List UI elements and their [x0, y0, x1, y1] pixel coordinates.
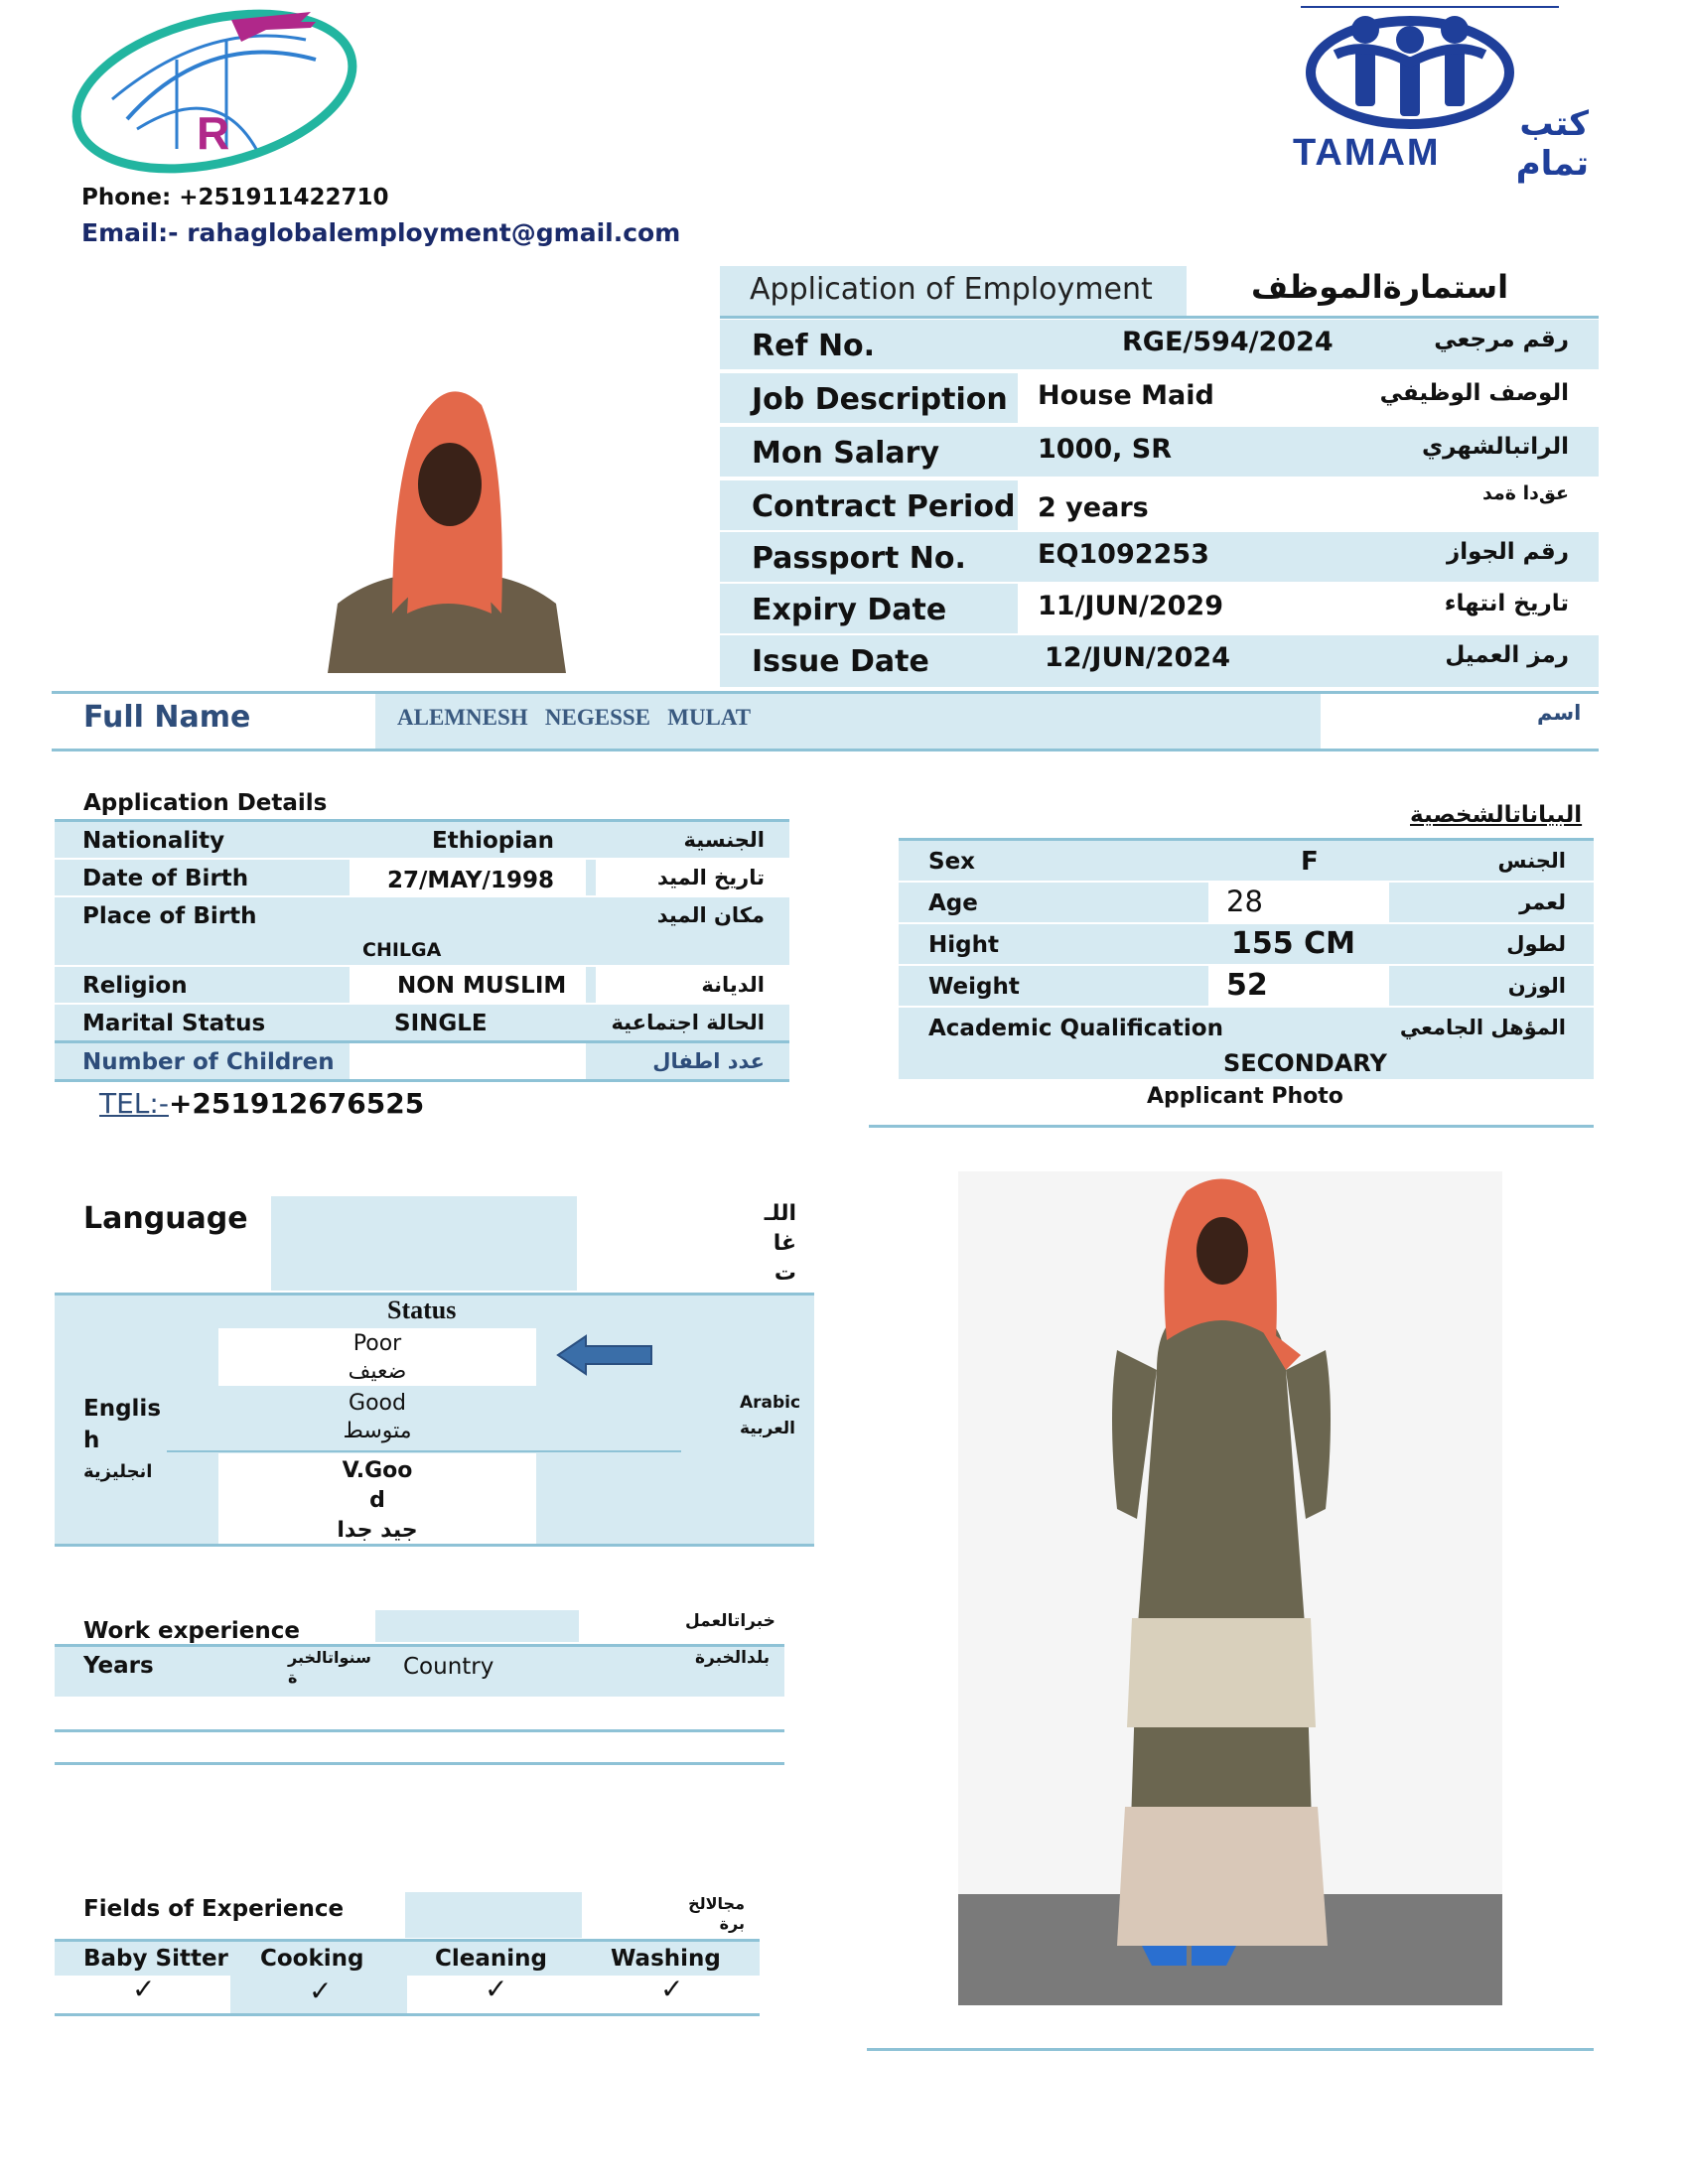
job-description-label: Job Description: [752, 382, 1008, 417]
divider: [55, 1079, 789, 1082]
work-experience-title: Work experience: [83, 1618, 300, 1644]
divider: [52, 749, 1599, 751]
language-title: Language: [83, 1201, 248, 1236]
issue-date-ar: رمز العميل: [1445, 642, 1569, 668]
row-issue-date: [720, 635, 1599, 687]
row-contract-period: [720, 480, 1599, 530]
level-poor: Poor ضعيف: [348, 1331, 407, 1384]
row-passport-no: [720, 532, 1599, 582]
country-ar: بلدالخبرة: [695, 1648, 771, 1668]
arabic-label: Arabic العربية: [740, 1393, 801, 1438]
height-value: 155 CM: [1231, 926, 1355, 961]
pob-ar: مكان الميد: [656, 903, 765, 927]
passport-no-label: Passport No.: [752, 541, 966, 576]
row-children: [55, 1043, 789, 1079]
row-academic: [899, 1008, 1594, 1079]
academic-value: SECONDARY: [1223, 1049, 1387, 1077]
divider: [869, 1125, 1594, 1128]
dob-ar: تاريخ الميد: [656, 866, 765, 889]
weight-label: Weight: [928, 974, 1020, 1000]
fields-title: Fields of Experience: [83, 1896, 345, 1922]
age-label: Age: [928, 890, 978, 916]
field-cleaning: Cleaning: [435, 1946, 547, 1972]
religion-value: NON MUSLIM: [397, 973, 567, 999]
fields-header-band: [405, 1892, 582, 1938]
personal-title: البياناتالشخصية: [1410, 802, 1583, 828]
pob-value: CHILGA: [362, 939, 442, 961]
check-icon: ✓: [660, 1973, 684, 2005]
full-name-value: ALEMNESH NEGESSE MULAT: [397, 705, 752, 730]
job-description-value: House Maid: [1038, 380, 1214, 411]
issue-date-value: 12/JUN/2024: [1045, 642, 1231, 673]
raha-logo: [68, 0, 365, 179]
ref-no-label: Ref No.: [752, 329, 876, 363]
row-salary: [720, 427, 1599, 477]
work-header-band: [375, 1610, 579, 1642]
tamam-logo-text: TAMAM: [1293, 132, 1441, 174]
phone-text: Phone: +251911422710: [81, 185, 389, 210]
divider: [867, 2048, 1594, 2051]
check-icon: ✓: [132, 1973, 156, 2005]
application-details-title: Application Details: [83, 790, 328, 816]
weight-ar: الوزن: [1507, 974, 1566, 998]
contract-period-value: 2 years: [1038, 492, 1149, 523]
divider: [55, 2013, 760, 2016]
svg-text:R: R: [197, 107, 230, 159]
field-washing: Washing: [611, 1946, 721, 1972]
expiry-date-ar: تاريخ انتهاء: [1444, 591, 1569, 616]
marital-value: SINGLE: [394, 1011, 488, 1036]
row-age: [899, 883, 1594, 922]
tel-value: +251912676525: [168, 1087, 425, 1120]
field-baby-sitter: Baby Sitter: [83, 1946, 228, 1972]
check-icon: ✓: [485, 1973, 508, 2005]
pob-label: Place of Birth: [82, 903, 257, 929]
marital-label: Marital Status: [82, 1011, 266, 1036]
job-description-ar: الوصف الوظيفي: [1379, 380, 1569, 406]
divider: [55, 1544, 814, 1547]
religion-label: Religion: [82, 973, 188, 999]
fields-title-ar: مجالالخ برة: [688, 1894, 745, 1933]
row-marital-status: [55, 1005, 789, 1040]
height-label: Hight: [928, 932, 999, 958]
salary-label: Mon Salary: [752, 436, 939, 471]
applicant-portrait: [323, 365, 571, 673]
marital-ar: الحالة اجتماعية: [611, 1011, 765, 1034]
field-cooking: Cooking: [260, 1946, 364, 1972]
expiry-date-label: Expiry Date: [752, 593, 947, 627]
academic-ar: المؤهل الجامعي: [1399, 1016, 1566, 1039]
ref-no-value: RGE/594/2024: [1122, 327, 1334, 357]
age-value: 28: [1226, 885, 1263, 918]
tel-link[interactable]: TEL:-: [99, 1087, 169, 1120]
row-expiry-date: [720, 584, 1599, 633]
ref-no-ar: رقم مرجعي: [1434, 327, 1569, 352]
divider: [55, 1729, 784, 1732]
sex-value: F: [1301, 847, 1319, 877]
age-ar: لعمر: [1519, 890, 1566, 914]
nationality-ar: الجنسية: [683, 828, 765, 852]
row-weight: [899, 966, 1594, 1006]
applicant-full-photo: [958, 1171, 1502, 2005]
years-ar: سنواتالخبر ة: [288, 1648, 371, 1687]
dob-label: Date of Birth: [82, 866, 249, 891]
language-header-band: [271, 1196, 577, 1291]
religion-ar: الديانة: [701, 973, 765, 997]
row-date-of-birth: [55, 860, 789, 895]
row-divider: [167, 1450, 681, 1452]
row-place-of-birth: [55, 897, 789, 965]
application-title-ar: استمارةالموظف: [1251, 268, 1509, 306]
row-ref-no: [720, 320, 1599, 369]
row-job-description: [720, 373, 1599, 423]
issue-date-label: Issue Date: [752, 644, 929, 679]
level-good: Good متوسط: [343, 1391, 412, 1443]
weight-value: 52: [1226, 968, 1268, 1003]
level-vgood: V.Goo d جيد جدا: [337, 1458, 418, 1543]
sex-ar: الجنس: [1497, 849, 1566, 873]
academic-label: Academic Qualification: [928, 1016, 1223, 1041]
email-text: Email:- rahaglobalemployment@gmail.com: [81, 218, 681, 247]
full-name-label: Full Name: [83, 700, 251, 735]
row-sex: [899, 841, 1594, 881]
children-ar: عدد اطفال: [652, 1049, 765, 1073]
dob-value: 27/MAY/1998: [387, 868, 554, 893]
expiry-date-value: 11/JUN/2029: [1038, 591, 1224, 621]
tel-row: [99, 1087, 424, 1120]
tamam-logo: [1291, 5, 1589, 184]
divider: [720, 316, 1599, 319]
contract-period-label: Contract Period: [752, 489, 1016, 524]
years-label: Years: [83, 1653, 154, 1679]
photo-caption: Applicant Photo: [1147, 1084, 1343, 1109]
row-religion: [55, 967, 789, 1003]
salary-ar: الراتبالشهري: [1422, 434, 1569, 460]
arrow-left-icon: [556, 1332, 655, 1382]
full-name-ar: اسم: [1537, 701, 1582, 725]
country-label: Country: [403, 1654, 494, 1680]
children-label: Number of Children: [82, 1049, 335, 1075]
english-label: Englis h انجليزية: [83, 1396, 162, 1482]
status-label: Status: [387, 1296, 457, 1324]
work-experience-title-ar: خبراتالعمل: [685, 1611, 775, 1631]
contract-period-ar: عق‌دا ةمد: [1482, 482, 1569, 504]
language-title-ar: اللـ غا ت: [764, 1201, 796, 1286]
row-height: [899, 924, 1594, 964]
salary-value: 1000, SR: [1038, 434, 1173, 465]
check-icon: ✓: [309, 1975, 333, 2007]
divider: [55, 1762, 784, 1765]
sex-label: Sex: [928, 849, 975, 875]
passport-no-ar: رقم الجواز: [1447, 539, 1569, 565]
application-title: Application of Employment: [750, 272, 1153, 307]
nationality-label: Nationality: [82, 828, 225, 854]
nationality-value: Ethiopian: [432, 828, 555, 854]
row-nationality: [55, 822, 789, 858]
passport-no-value: EQ1092253: [1038, 539, 1209, 570]
tamam-logo-arabic: كتب تمام: [1515, 104, 1589, 184]
height-ar: لطول: [1506, 932, 1566, 956]
